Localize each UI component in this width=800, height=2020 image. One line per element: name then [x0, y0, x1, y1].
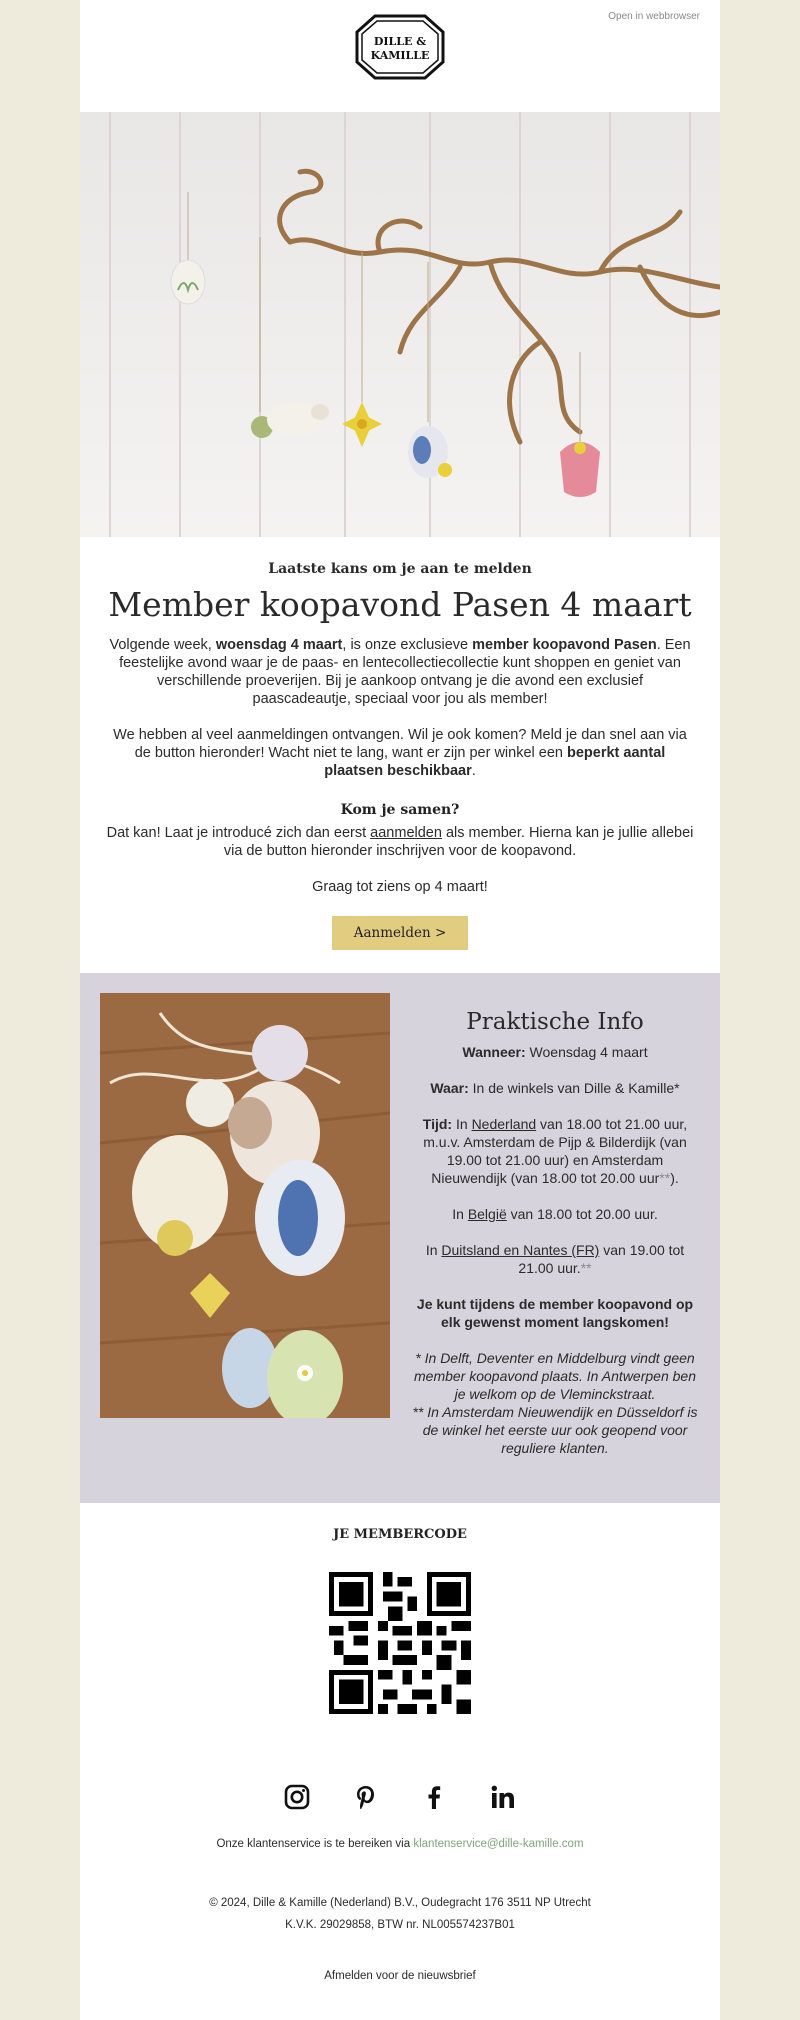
membercode-section: [80, 1503, 720, 1714]
social-icons: [80, 1782, 720, 1817]
aanmelden-link[interactable]: aanmelden: [370, 825, 442, 841]
kicker: Laatste kans om je aan te melden: [268, 561, 532, 577]
hero-image-easter-branch: [80, 112, 720, 537]
intro-section: [80, 537, 720, 973]
customer-service-line: Onze klantenservice is te bereiken via klantenservice@dille-kamille.com: [216, 1838, 584, 1850]
kvk-line: K.V.K. 29029858, BTW nr. NL005574237B01: [285, 1919, 515, 1931]
intro-paragraph-4: Graag tot ziens op 4 maart!: [312, 879, 488, 895]
practical-info-text: [410, 1009, 700, 1457]
info-bold-note: Je kunt tijdens de member koopavond op elk gewenst moment langskomen!: [416, 1296, 694, 1330]
logo-text-1: DILLE &: [373, 35, 427, 48]
open-in-browser-link[interactable]: Open in webbrowser: [608, 11, 700, 22]
logo-text-2: KAMILLE: [370, 49, 430, 62]
membercode-qr-code: [329, 1572, 471, 1714]
info-footnote-1: * In Delft, Deventer en Middelburg vindt geen member koopavond plaats. In Antwerpen ben je welkom op de Vleminckstraat.: [414, 1350, 696, 1402]
instagram-icon[interactable]: [282, 1782, 312, 1812]
intro-paragraph-2: We hebben al veel aanmeldingen ontvangen. Wil je ook komen? Meld je dan snel aan via de button hieronder! Wacht niet te lang, want er zijn per winkel een beperkt aantal plaatsen beschikbaar.: [113, 727, 687, 779]
info-time-de: In Duitsland en Nantes (FR) van 19.00 tot 21.00 uur.**: [425, 1242, 685, 1276]
linkedin-icon[interactable]: [488, 1782, 518, 1812]
subheading-kom-je-samen: Kom je samen?: [340, 802, 460, 818]
nederland-link[interactable]: Nederland: [471, 1116, 537, 1132]
headline: Member koopavond Pasen 4 maart: [108, 585, 692, 624]
copyright-line: © 2024, Dille & Kamille (Nederland) B.V., Oudegracht 176 3511 NP Utrecht: [209, 1897, 591, 1909]
facebook-icon[interactable]: [419, 1782, 449, 1812]
info-when: Wanneer: Woensdag 4 maart: [462, 1044, 648, 1060]
felt-eggs-image: [100, 993, 390, 1418]
practical-info-section: [80, 973, 720, 1503]
intro-paragraph-1: Volgende week, woensdag 4 maart, is onze exclusieve member koopavond Pasen. Een feestelijke avond waar je de paas- en lentecollectiecollectie kunt shoppen en geniet van verschillende proeverijen. Bij je aankoop ontvang je die avond een exclusief paascadeautje, speciaal voor jou als member!: [109, 637, 691, 707]
info-time-nl: Tijd: In Nederland van 18.00 tot 21.00 uur, m.u.v. Amsterdam de Pijp & Bilderdijk (van 19.00 tot 21.00 uur) en Amsterdam Nieuwendijk (van 18.00 tot 20.00 uur**).: [422, 1116, 688, 1186]
customer-service-email-link[interactable]: klantenservice@dille-kamille.com: [413, 1838, 584, 1850]
email-body: [80, 0, 720, 2020]
aanmelden-button[interactable]: Aanmelden >: [332, 916, 469, 950]
unsubscribe-link[interactable]: Afmelden voor de nieuwsbrief: [324, 1970, 476, 1982]
belgie-link[interactable]: België: [467, 1206, 507, 1222]
info-where: Waar: In de winkels van Dille & Kamille*: [430, 1080, 680, 1096]
info-footnote-2: ** In Amsterdam Nieuwendijk en Düsseldorf is de winkel het eerste uur ook geopend voor reguliere klanten.: [412, 1404, 698, 1456]
header: [80, 0, 720, 112]
dille-kamille-logo[interactable]: [355, 14, 445, 80]
duitsland-nantes-link[interactable]: Duitsland en Nantes (FR): [441, 1242, 600, 1258]
info-time-be: In België van 18.00 tot 20.00 uur.: [452, 1206, 658, 1222]
membercode-label: JE MEMBERCODE: [333, 1527, 467, 1542]
practical-info-title: Praktische Info: [466, 1009, 644, 1035]
pinterest-icon[interactable]: [351, 1782, 381, 1812]
intro-paragraph-3: Dat kan! Laat je introducé zich dan eerst aanmelden als member. Hierna kan je jullie allebei via de button hieronder inschrijven voor de koopavond.: [106, 825, 694, 859]
